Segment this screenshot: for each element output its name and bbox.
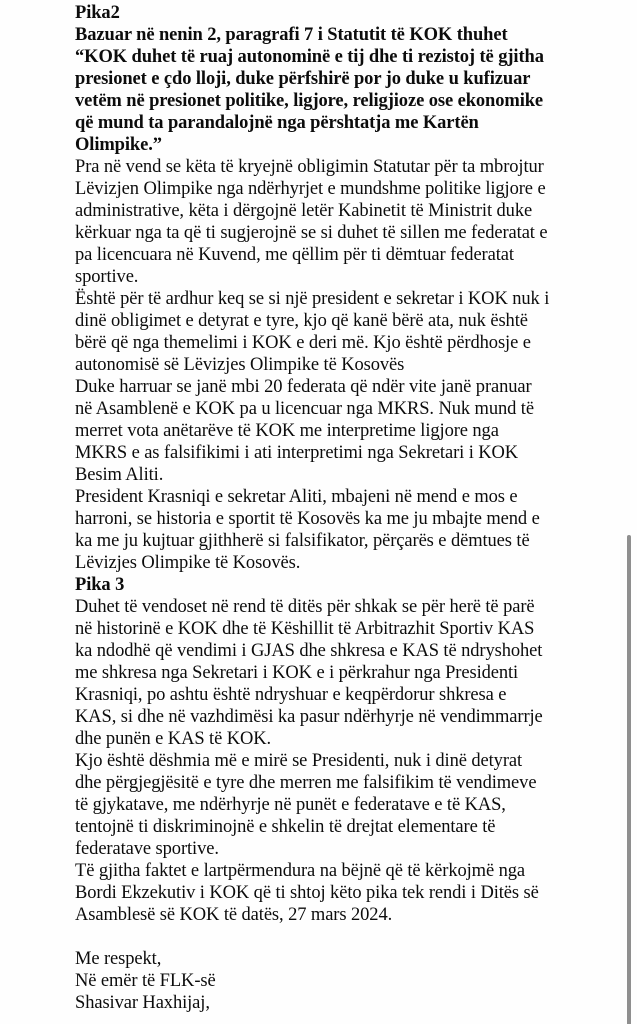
text-line: Shasivar Haxhijaj,	[75, 993, 210, 1013]
text-line: ka ndodhë që vendimi i GJAS dhe shkresa e KAS të ndryshohet	[75, 641, 543, 661]
text-line: me shkresa nga Sekretari i KOK e i përkrahur nga Presidenti	[75, 663, 519, 683]
text-line: Të gjitha faktet e lartpërmendura na bëjnë që të kërkojmë nga	[75, 861, 526, 881]
text-line: federatave sportive.	[75, 839, 219, 859]
text-line: që mund ta parandalojnë nga përshtatja me Kartën	[75, 113, 479, 133]
blank-spacer	[75, 926, 549, 948]
text-line: Është për të ardhur keq se si një president e sekretar i KOK nuk i	[75, 289, 550, 309]
text-line: pa licencuara në Kuvend, me qëllim për ti dëmtuar federatat	[75, 245, 514, 265]
text-line: Kjo është dëshmia më e mirë se Presidenti, nuk i dinë detyrat	[75, 751, 523, 771]
text-line: President Krasniqi e sekretar Aliti, mbajeni në mend e mos e	[75, 487, 518, 507]
text-line: dinë obligimet e detyrat e tyre, kjo që kanë bërë ata, nuk është	[75, 311, 528, 331]
text-line: ka me ju kujtuar gjithherë si falsifikator, përçarës e dëmtues të	[75, 531, 530, 551]
text-line: Në emër të FLK-së	[75, 971, 216, 991]
text-line: tentojnë ti diskriminojnë e shkelin të drejtat elementare të	[75, 817, 496, 837]
text-line: autonomisë së Lëvizjes Olimpike të Kosovës	[75, 355, 405, 375]
text-line: Me respekt,	[75, 949, 162, 969]
text-line: Krasniqi, po ashtu është ndryshuar e keqpërdorur shkresa e	[75, 685, 507, 705]
text-line: Lëvizjes Olimpike të Kosovës.	[75, 553, 301, 573]
text-line: të gjykatave, me ndërhyrje në punët e federatave e të KAS,	[75, 795, 506, 815]
text-line: kërkuar nga ta që ti sugjerojnë se si duhet të sillen me federatat e	[75, 223, 548, 243]
text-line	[75, 926, 549, 948]
text-line: administrative, këta i dërgojnë letër Kabinetit të Ministrit duke	[75, 201, 533, 221]
text-line: Asamblesë së KOK të datës, 27 mars 2024.	[75, 905, 393, 925]
text-line: presionet e çdo lloji, duke përfshirë por jo duke u kufizuar	[75, 69, 531, 89]
text-line: Duhet të vendoset në rend të ditës për shkak se për herë të parë	[75, 597, 535, 617]
text-line: Bazuar në nenin 2, paragrafi 7 i Statutit të KOK thuhet	[75, 25, 508, 45]
text-line: Pika 3	[75, 575, 125, 595]
text-line: Pra në vend se këta të kryejnë obligimin Statutar për ta mbrojtur	[75, 157, 544, 177]
vertical-scrollbar-thumb[interactable]	[627, 535, 631, 1024]
text-line: Duke harruar se janë mbi 20 federata që ndër vite janë pranuar	[75, 377, 532, 397]
text-line: harroni, se historia e sportit të Kosovës ka me ju mbajte mend e	[75, 509, 540, 529]
text-line: Lëvizjen Olimpike nga ndërhyrjet e mundshme politike ligjore e	[75, 179, 546, 199]
pika2-body	[75, 156, 549, 574]
text-line: merret vota anëtarëve të KOK me interpretime ligjore nga	[75, 421, 499, 441]
document-text	[75, 2, 549, 1014]
text-line: “KOK duhet të ruaj autonominë e tij dhe ti rezistoj të gjitha	[75, 47, 544, 67]
text-line: MKRS e as falsifikimi i ati interpretimi nga Sekretari i KOK	[75, 443, 519, 463]
text-line: bërë që nga themelimi i KOK e deri më. Kjo është përdhosje e	[75, 333, 531, 353]
closing-signature	[75, 948, 549, 1014]
text-line: Olimpike.”	[75, 135, 162, 155]
pika2-section-heading	[75, 2, 549, 156]
pika3-section-heading	[75, 574, 549, 596]
pika3-body	[75, 596, 549, 926]
text-line: Bordi Ekzekutiv i KOK që ti shtoj këto pika tek rendi i Ditës së	[75, 883, 539, 903]
text-line: në historinë e KOK dhe të Këshillit të Arbitrazhit Sportiv KAS	[75, 619, 535, 639]
text-line: sportive.	[75, 267, 139, 287]
text-line: Besim Aliti.	[75, 465, 164, 485]
text-line: dhe punën e KAS të KOK.	[75, 729, 272, 749]
text-line: në Asamblenë e KOK pa u licencuar nga MKRS. Nuk mund të	[75, 399, 534, 419]
text-line: dhe përgjegjësitë e tyre dhe merren me falsifikim të vendimeve	[75, 773, 537, 793]
text-line: Pika2	[75, 3, 120, 23]
text-line: KAS, si dhe në vazhdimësi ka pasur ndërhyrje në vendimmarrje	[75, 707, 543, 727]
text-line: vetëm në presionet politike, ligjore, religjioze ose ekonomike	[75, 91, 544, 111]
